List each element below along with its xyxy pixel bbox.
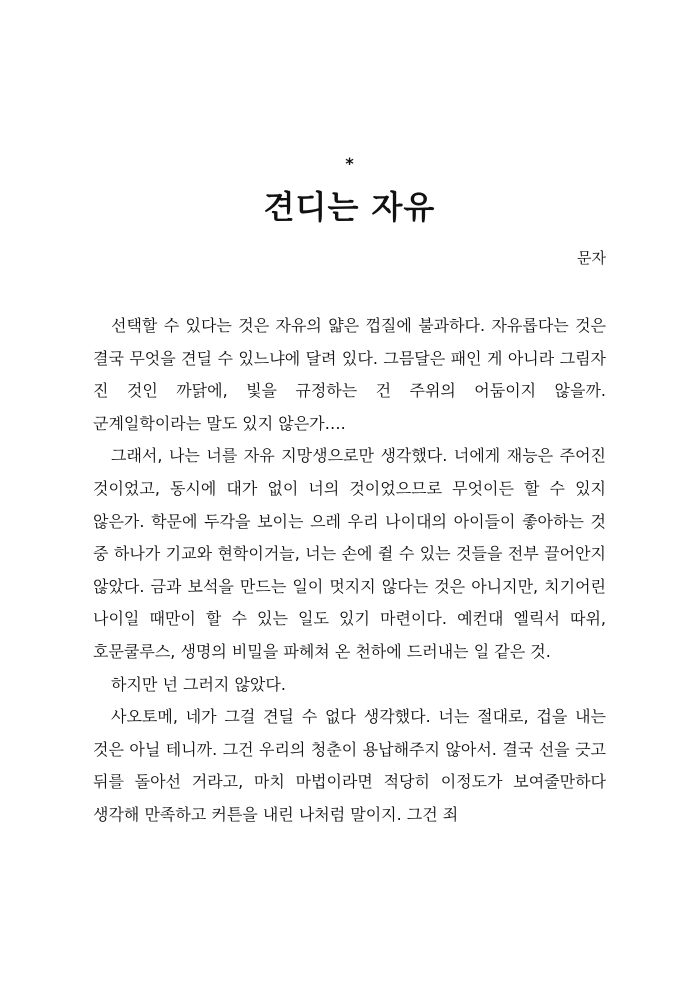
section-marker: * bbox=[345, 154, 354, 173]
paragraph: 하지만 넌 그러지 않았다. bbox=[111, 674, 286, 694]
author-name: 문자 bbox=[577, 249, 606, 267]
page-title: 견디는 자유 bbox=[263, 188, 436, 226]
paragraph: 사오토메, 네가 그걸 견딜 수 없다 생각했다. 너는 절대로, 겁을 내는 것은 아닐 테니까. 그건 우리의 청춘이 용납해주지 않아서. 결국 선을 긋고 뒤를 돌아선 거라고, 마치 마법이라면 적당히 이정도가 보여줄만하다 생각해 만족하고 커튼을 내린 나처럼 말이지. 그건 죄 bbox=[93, 707, 606, 824]
body-text bbox=[93, 310, 606, 832]
paragraph: 그래서, 나는 너를 자유 지망생으로만 생각했다. 너에게 재능은 주어진 것이었고, 동시에 대가 없이 너의 것이었으므로 무엇이든 할 수 있지 않은가. 학문에 두각을 보이는 으레 우리 나이대의 아이들이 좋아하는 것 중 하나가 기교와 현학이거늘, 너는 손에 쥘 수 있는 것들을 전부 끌어안지 않았다. 금과 보석을 만드는 일이 멋지지 않다는 것은 아니지만, 치기어린 나이일 때만이 할 수 있는 일도 있기 마련이다. 예컨대 엘릭서 따위, 호문쿨루스, 생명의 비밀을 파헤쳐 온 천하에 드러내는 일 같은 것. bbox=[93, 446, 606, 661]
paragraph: 선택할 수 있다는 것은 자유의 얇은 껍질에 불과하다. 자유롭다는 것은 결국 무엇을 견딜 수 있느냐에 달려 있다. 그믐달은 패인 게 아니라 그림자 진 것인 까닭에, 빛을 규정하는 건 주위의 어둠이지 않을까. 군계일학이라는 말도 있지 않은가…. bbox=[93, 316, 606, 433]
